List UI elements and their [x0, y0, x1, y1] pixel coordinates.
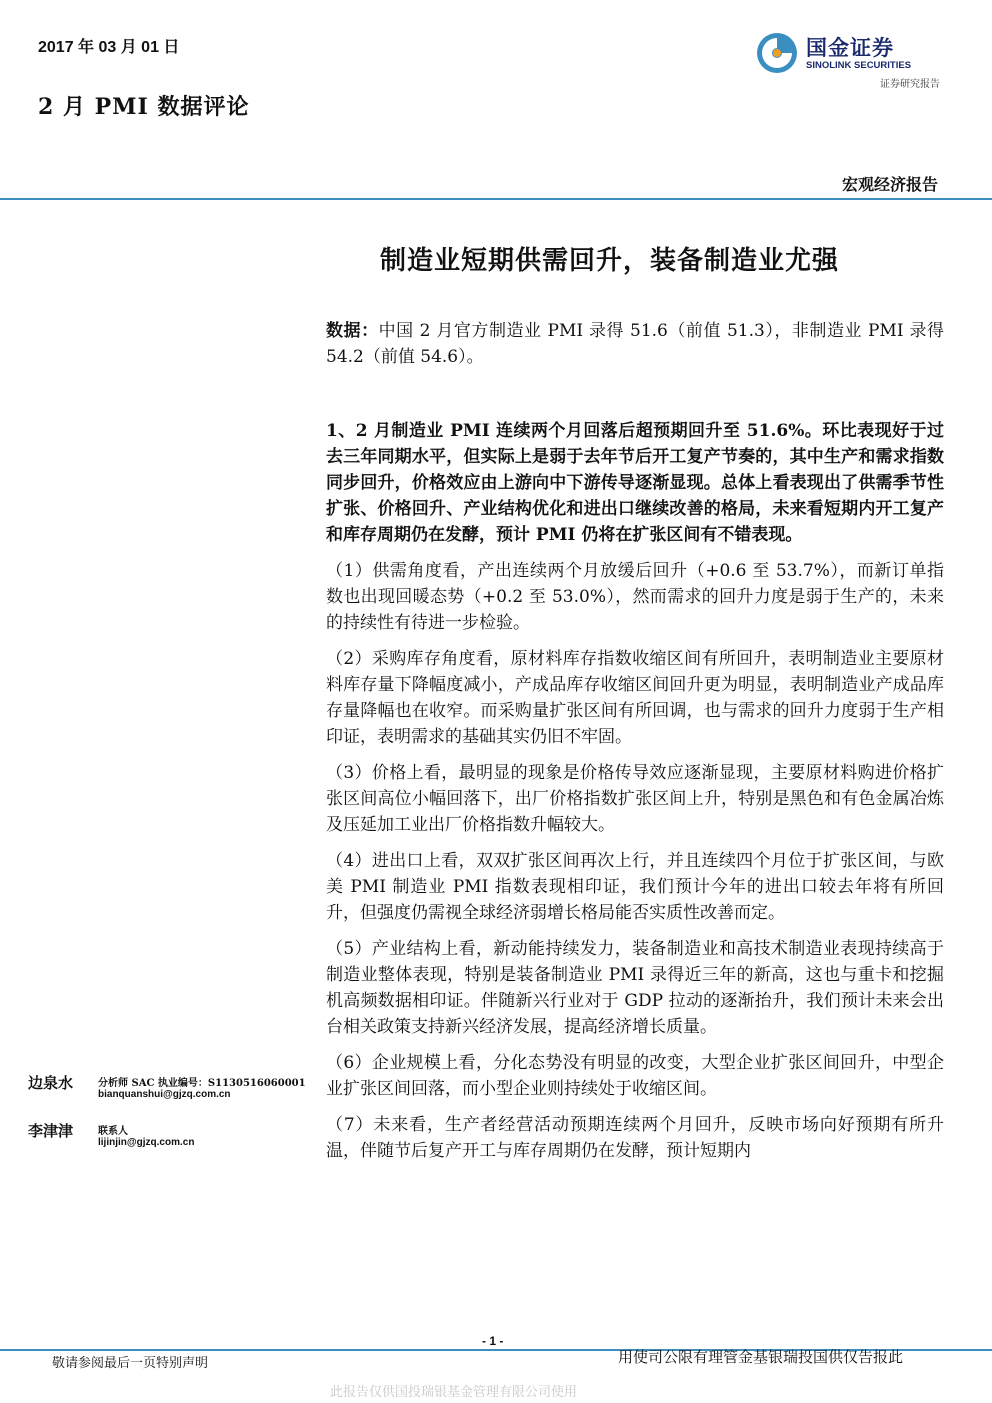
- company-logo: [756, 30, 946, 92]
- report-title: 2 月 PMI 数据评论: [38, 94, 250, 120]
- logo-tagline: 证券研究报告: [880, 79, 940, 90]
- header-divider: [0, 198, 992, 200]
- report-category: 宏观经济报告: [841, 175, 938, 194]
- data-summary-label: 数据：: [326, 321, 379, 341]
- headline: 制造业短期供需回升，装备制造业尤强: [380, 246, 840, 276]
- body-paragraph: （6）企业规模上看，分化态势没有明显的改变，大型企业扩张区间回升，中型企业扩张区间回落，而小型企业则持续处于收缩区间。: [326, 1053, 944, 1099]
- report-body: [326, 318, 944, 1174]
- analyst-title: 联系人: [98, 1126, 128, 1137]
- watermark: 此报告仅供国投瑞银基金管理有限公司使用: [330, 1385, 578, 1400]
- body-paragraph: （4）进出口上看，双双扩张区间再次上行，并且连续四个月位于扩张区间，与欧美 PMI 制造业 PMI 指数表现相印证，我们预计今年的进出口较去年将有所回升，但强度仍需视全球经济弱增长格局能否实质性改善而定。: [326, 851, 944, 923]
- analyst-email[interactable]: lijinjin@gjzq.com.cn: [98, 1137, 195, 1148]
- analyst-title: 分析师 SAC 执业编号：S1130516060001: [98, 1078, 306, 1089]
- key-point: 1、2 月制造业 PMI 连续两个月回落后超预期回升至 51.6%。环比表现好于过去三年同期水平，但实际上是弱于去年节后开工复产节奏的，其中生产和需求指数同步回升，价格效应由上游向中下游传导逐渐显现。总体上看表现出了供需季节性扩张、价格回升、产业结构优化和进出口继续改善的格局，未来看短期内开工复产和库存周期仍在发酵，预计 PMI 仍将在扩张区间有不错表现。: [326, 421, 944, 545]
- sinolink-logo-icon: [756, 32, 798, 74]
- report-date: 2017 年 03 月 01 日: [38, 39, 180, 56]
- body-paragraph: （7）未来看，生产者经营活动预期连续两个月回升，反映市场向好预期有所升温，伴随节后复产开工与库存周期仍在发酵，预计短期内: [326, 1115, 944, 1161]
- footer-usage-note: 用使司公限有理管金基银瑞投国供仅告报此: [618, 1348, 904, 1366]
- data-summary: [326, 318, 944, 370]
- data-summary-text: 中国 2 月官方制造业 PMI 录得 51.6（前值 51.3），非制造业 PMI 录得 54.2（前值 54.6）。: [326, 321, 945, 367]
- body-paragraph: （2）采购库存角度看，原材料库存指数收缩区间有所回升，表明制造业主要原材料库存量下降幅度减小，产成品库存收缩区间回升更为明显，表明制造业产成品库存量降幅也在收窄。而采购量扩张区间有所回调，也与需求的回升力度弱于生产相印证，表明需求的基础其实仍旧不牢固。: [326, 649, 944, 747]
- body-paragraph: （3）价格上看，最明显的现象是价格传导效应逐渐显现，主要原材料购进价格扩张区间高位小幅回落下，出厂价格指数扩张区间上升，特别是黑色和有色金属冶炼及压延加工业出厂价格指数升幅较大。: [326, 763, 944, 835]
- analyst-name: 李津津: [28, 1122, 74, 1140]
- logo-name-en: SINOLINK SECURITIES: [806, 60, 912, 71]
- analyst-name: 边泉水: [28, 1074, 74, 1092]
- body-paragraph: （1）供需角度看，产出连续两个月放缓后回升（+0.6 至 53.7%），而新订单指数也出现回暖态势（+0.2 至 53.0%），然而需求的回升力度是弱于生产的，未来的持续性有待进一步检验。: [326, 561, 944, 633]
- logo-name-cn: 国金证券: [806, 37, 894, 60]
- body-paragraph: （5）产业结构上看，新动能持续发力，装备制造业和高技术制造业表现持续高于制造业整体表现，特别是装备制造业 PMI 录得近三年的新高，这也与重卡和挖掘机高频数据相印证。伴随新兴行业对于 GDP 拉动的逐渐抬升，我们预计未来会出台相关政策支持新兴经济发展，提高经济增长质量。: [326, 939, 944, 1037]
- disclaimer-note: 敬请参阅最后一页特别声明: [52, 1356, 209, 1371]
- analyst-email[interactable]: bianquanshui@gjzq.com.cn: [98, 1089, 231, 1100]
- page-number: - 1 -: [482, 1334, 504, 1348]
